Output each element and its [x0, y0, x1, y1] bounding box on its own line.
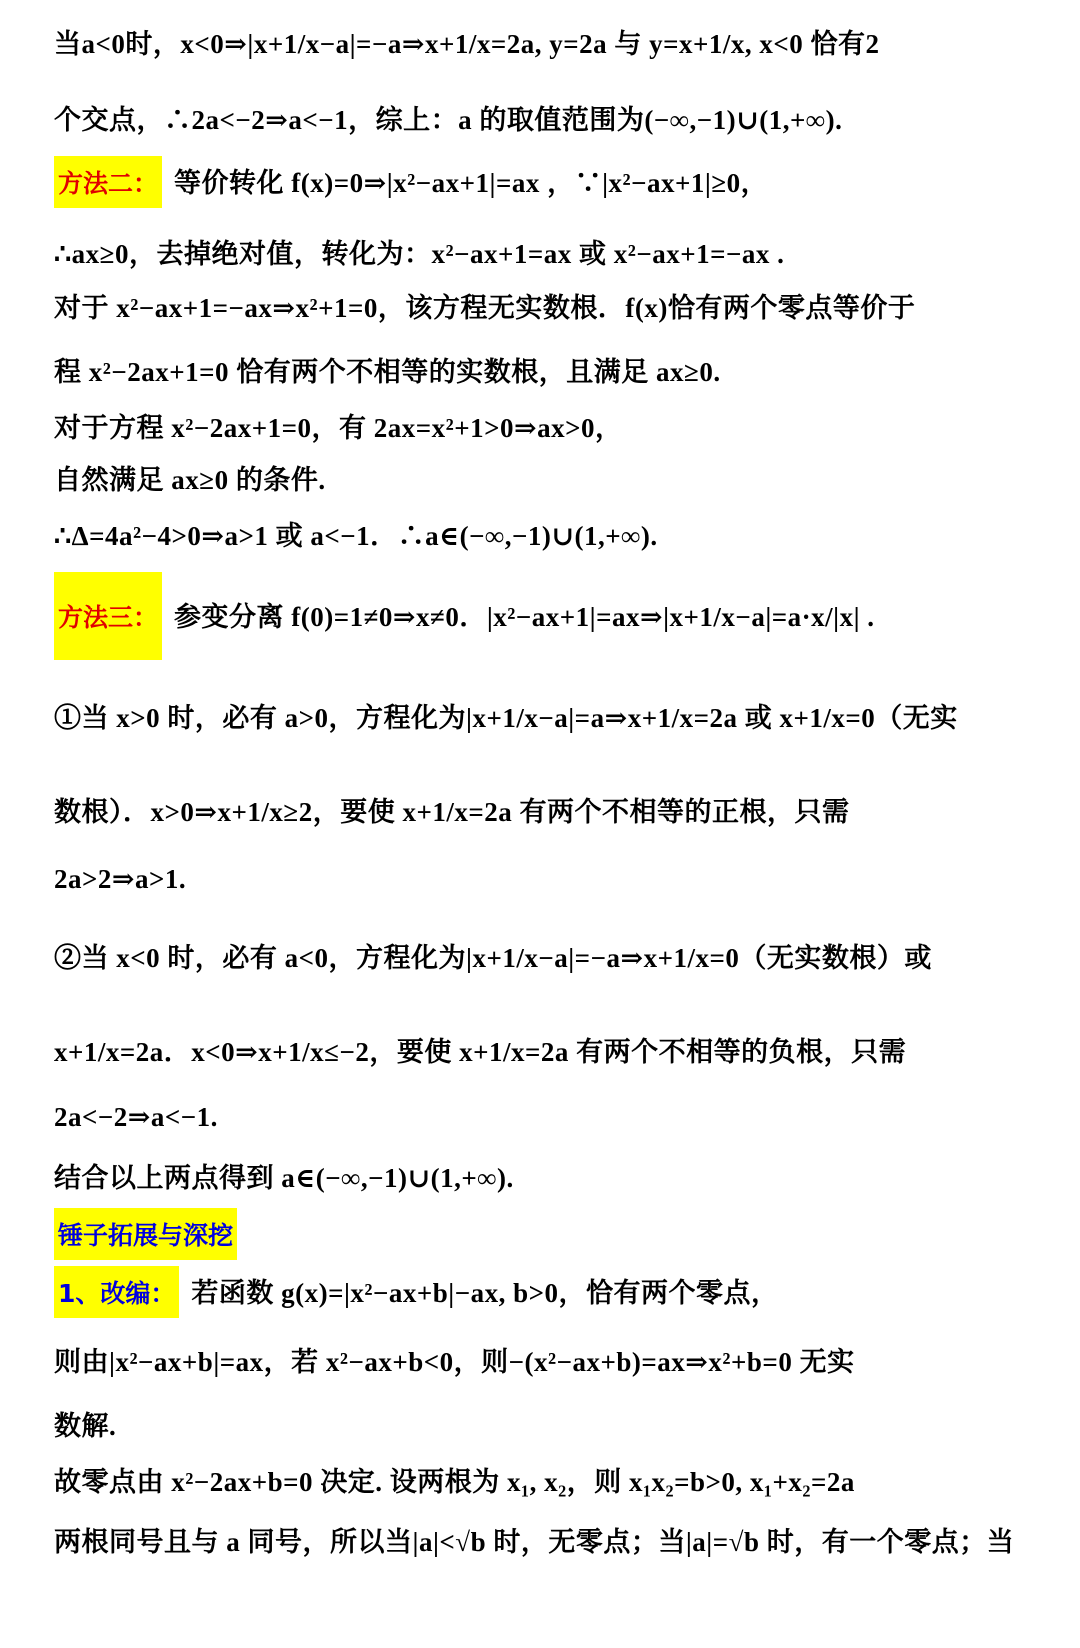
text-line-1: 当a<0时，x<0⇒|x+1/x−a|=−a⇒x+1/x=2a, y=2a 与 y=x+1/x, x<0 恰有2	[54, 29, 880, 59]
text-line-14: ②当 x<0 时，必有 a<0，方程化为|x+1/x−a|=−a⇒x+1/x=0（无实数根）或	[54, 943, 932, 973]
text-line-4: ∴ax≥0，去掉绝对值，转化为：x²−ax+1=ax 或 x²−ax+1=−ax .	[54, 239, 785, 269]
text-line-9: ∴Δ=4a²−4>0⇒a>1 或 a<−1．∴a∈(−∞,−1)∪(1,+∞).	[54, 521, 658, 551]
text-line-20: 则由|x²−ax+b|=ax，若 x²−ax+b<0，则−(x²−ax+b)=ax⇒x²+b=0 无实	[54, 1347, 855, 1377]
text-line-adaptation: 1、改编： 若函数 g(x)=|x²−ax+b|−ax, b>0，恰有两个零点，	[54, 1266, 1060, 1318]
text-line-11: ①当 x>0 时，必有 a>0，方程化为|x+1/x−a|=a⇒x+1/x=2a 或 x+1/x=0（无实	[54, 703, 958, 733]
text-line-method-two: 方法二： 等价转化 f(x)=0⇒|x²−ax+1|=ax ，∵|x²−ax+1|≥0，	[54, 156, 1060, 208]
method-two-label: 方法二：	[54, 156, 162, 208]
text-line-21: 数解.	[54, 1411, 117, 1441]
text-line-method-three: 方法三： 参变分离 f(0)=1≠0⇒x≠0．|x²−ax+1|=ax⇒|x+1/x−a|=a·x/|x| .	[54, 572, 1060, 660]
text-line-22: 故零点由 x²−2ax+b=0 决定. 设两根为 x₁, x₂，则 x₁x₂=b>0, x₁+x₂=2a	[54, 1467, 855, 1497]
text-line-section-heading	[54, 1208, 1060, 1260]
text-line-6: 程 x²−2ax+1=0 恰有两个不相等的实数根，且满足 ax≥0.	[54, 357, 721, 387]
text-line-16: 2a<−2⇒a<−1.	[54, 1102, 218, 1132]
text-line-15: x+1/x=2a．x<0⇒x+1/x≤−2，要使 x+1/x=2a 有两个不相等的负根，只需	[54, 1037, 907, 1067]
text-line-23: 两根同号且与 a 同号，所以当|a|<√b 时，无零点；当|a|=√b 时，有一个零点；当	[54, 1527, 1015, 1557]
text-line-2: 个交点，∴2a<−2⇒a<−1，综上：a 的取值范围为(−∞,−1)∪(1,+∞).	[54, 105, 843, 135]
text-line-13: 2a>2⇒a>1.	[54, 864, 187, 894]
section-heading: 锤子拓展与深挖	[54, 1208, 237, 1260]
text-line-12: 数根）．x>0⇒x+1/x≥2，要使 x+1/x=2a 有两个不相等的正根，只需	[54, 797, 850, 827]
text-line-8: 自然满足 ax≥0 的条件.	[54, 465, 326, 495]
method-three-label: 方法三：	[54, 572, 162, 660]
text-line-17: 结合以上两点得到 a∈(−∞,−1)∪(1,+∞).	[54, 1163, 514, 1193]
text-line-7: 对于方程 x²−2ax+1=0，有 2ax=x²+1>0⇒ax>0，	[54, 413, 623, 443]
adaptation-label: 1、改编：	[54, 1266, 179, 1318]
text-line-5: 对于 x²−ax+1=−ax⇒x²+1=0，该方程无实数根．f(x)恰有两个零点等价于	[54, 293, 916, 323]
